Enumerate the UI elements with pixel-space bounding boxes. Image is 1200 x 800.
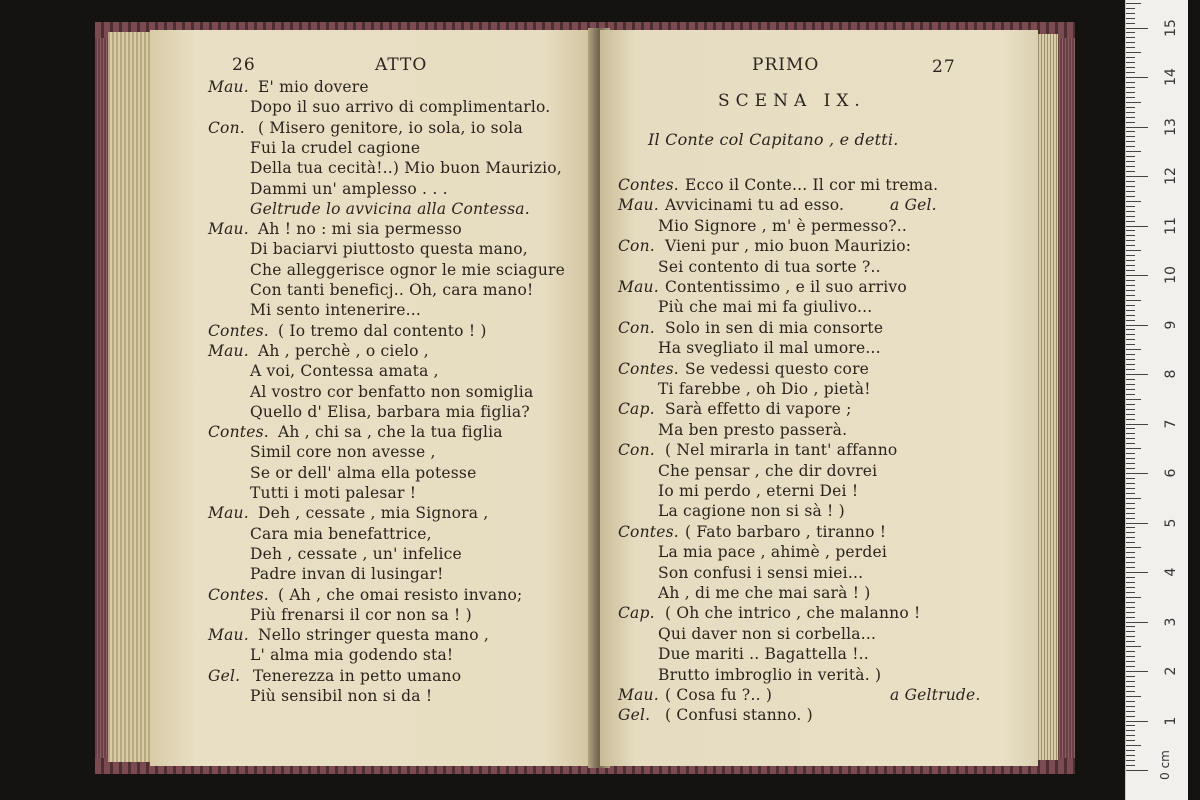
ruler-tick xyxy=(1126,211,1135,212)
ruler-tick xyxy=(1126,755,1135,756)
ruler-tick xyxy=(1126,626,1135,627)
verse-text: Ah , chi sa , che la tua figlia xyxy=(278,423,503,442)
ruler-tick xyxy=(1126,171,1135,172)
verse-text: ( Io tremo dal contento ! ) xyxy=(278,321,487,340)
ruler-tick xyxy=(1126,681,1135,682)
ruler-tick xyxy=(1126,399,1141,400)
ruler-tick xyxy=(1126,97,1135,98)
ruler-tick xyxy=(1126,468,1135,469)
ruler-tick xyxy=(1126,379,1135,380)
ruler-tick xyxy=(1126,285,1135,286)
ruler-number: 8 xyxy=(1163,369,1179,379)
ruler-tick xyxy=(1126,230,1135,231)
verse-text: Ah , perchè , o cielo , xyxy=(258,341,429,360)
ruler-tick xyxy=(1126,127,1148,128)
ruler-tick xyxy=(1126,62,1135,63)
ruler-tick xyxy=(1126,37,1135,38)
ruler-tick xyxy=(1126,305,1135,306)
ruler-tick xyxy=(1126,359,1135,360)
ruler-tick xyxy=(1126,339,1135,340)
ruler-tick xyxy=(1126,696,1141,697)
ruler-tick xyxy=(1126,676,1135,677)
speaker-label: Mau. xyxy=(618,278,659,296)
page-number-right: 27 xyxy=(932,57,956,77)
ruler-tick xyxy=(1126,221,1135,222)
ruler-tick xyxy=(1126,443,1135,444)
ruler-tick xyxy=(1126,631,1135,632)
verse-text: Tenerezza in petto umano xyxy=(253,666,462,685)
verse-text: Son confusi i sensi miei... xyxy=(658,563,864,582)
verse-text: ( Nel mirarla in tant' affanno xyxy=(665,441,898,460)
ruler-number: 4 xyxy=(1163,567,1179,577)
ruler-tick xyxy=(1126,592,1135,593)
speaker-label: Mau. xyxy=(208,220,249,239)
ruler-tick xyxy=(1126,13,1135,14)
ruler-tick xyxy=(1126,151,1141,152)
ruler-number: 11 xyxy=(1163,216,1179,235)
ruler-tick xyxy=(1126,463,1135,464)
verse-text: Dammi un' amplesso . . . xyxy=(250,179,448,198)
ruler-tick xyxy=(1126,716,1135,717)
stage-direction: a Gel. xyxy=(890,196,937,215)
verse-text: Di baciarvi piuttosto questa mano, xyxy=(250,240,528,259)
verse-text: Ecco il Conte... Il cor mi trema. xyxy=(685,176,939,194)
verse-text: Ah ! no : mi sia permesso xyxy=(258,220,462,239)
verse-text: ( Misero genitore, io sola, io sola xyxy=(258,118,523,137)
ruler-tick xyxy=(1126,161,1135,162)
ruler-tick xyxy=(1126,518,1135,519)
speaker-label: Mau. xyxy=(208,341,249,360)
speaker-label: Gel. xyxy=(618,706,651,725)
ruler-tick xyxy=(1126,325,1148,326)
ruler-tick xyxy=(1126,131,1135,132)
ruler-tick xyxy=(1126,701,1135,702)
speaker-label: Mau. xyxy=(208,504,249,523)
ruler-tick xyxy=(1126,146,1135,147)
ruler-tick xyxy=(1126,651,1135,652)
ruler-tick xyxy=(1126,622,1148,623)
ruler-tick xyxy=(1126,542,1135,543)
verse-text: La mia pace , ahimè , perdei xyxy=(658,543,888,562)
speaker-label: Mau. xyxy=(208,626,249,645)
ruler-tick xyxy=(1126,636,1135,637)
ruler-tick xyxy=(1126,280,1135,281)
speaker-label: Mau. xyxy=(618,196,659,215)
ruler-tick xyxy=(1126,740,1135,741)
ruler-tick xyxy=(1126,721,1148,722)
verse-text: Se vedessi questo core xyxy=(685,359,870,378)
verse-text: La cagione non si sà ! ) xyxy=(658,502,845,521)
right-page xyxy=(600,30,1038,766)
verse-text: Padre invan di lusingar! xyxy=(250,565,444,584)
speaker-label: Con. xyxy=(618,441,655,460)
stage-direction: a Geltrude. xyxy=(890,686,981,704)
ruler-tick xyxy=(1126,414,1135,415)
running-header-right: PRIMO xyxy=(752,55,820,75)
ruler-number: 7 xyxy=(1163,419,1179,428)
ruler-tick xyxy=(1126,686,1135,687)
speaker-label: Contes. xyxy=(208,423,269,442)
ruler-tick xyxy=(1126,92,1135,93)
ruler-tick xyxy=(1126,196,1135,197)
ruler-tick xyxy=(1126,329,1135,330)
ruler-tick xyxy=(1126,3,1141,4)
ruler-tick xyxy=(1126,602,1135,603)
scene-title: SCENA IX. xyxy=(718,91,866,111)
ruler-tick xyxy=(1126,691,1135,692)
ruler-tick xyxy=(1126,32,1135,33)
stage-direction: Geltrude lo avvicina alla Contessa. xyxy=(250,199,530,218)
ruler-tick xyxy=(1126,112,1135,113)
ruler-tick xyxy=(1126,8,1135,9)
speaker-label: Con. xyxy=(208,118,245,137)
ruler-tick xyxy=(1126,523,1148,524)
verse-text: Qui daver non si corbella... xyxy=(658,624,877,643)
ruler-tick xyxy=(1126,409,1135,410)
ruler-tick xyxy=(1126,547,1141,548)
ruler-tick xyxy=(1126,453,1135,454)
ruler-tick xyxy=(1126,493,1135,494)
ruler-tick xyxy=(1126,394,1135,395)
ruler-number: 6 xyxy=(1163,468,1179,478)
ruler-tick xyxy=(1126,527,1135,528)
ruler-tick xyxy=(1126,537,1135,538)
ruler-tick xyxy=(1126,770,1148,771)
ruler-tick xyxy=(1126,349,1141,350)
ruler-number: 15 xyxy=(1163,18,1179,37)
speaker-label: Mau. xyxy=(618,686,659,704)
speaker-label: Contes. xyxy=(208,585,269,604)
verse-text: Nello stringer questa mano , xyxy=(258,626,490,645)
verse-text: Solo in sen di mia consorte xyxy=(665,318,884,337)
verse-text: Vieni pur , mio buon Maurizio: xyxy=(665,237,912,256)
ruler-tick xyxy=(1126,67,1135,68)
ruler-tick xyxy=(1126,18,1135,19)
ruler-number: 10 xyxy=(1163,266,1179,284)
verse-text: Deh , cessate , un' infelice xyxy=(250,544,462,563)
ruler-tick xyxy=(1126,52,1141,53)
verse-text: Deh , cessate , mia Signora , xyxy=(258,504,489,523)
page-number-left: 26 xyxy=(232,55,256,75)
ruler-tick xyxy=(1126,364,1135,365)
speaker-label: Con. xyxy=(618,318,655,337)
verse-text: Sei contento di tua sorte ?.. xyxy=(658,257,881,276)
ruler-tick xyxy=(1126,725,1135,726)
ruler-tick xyxy=(1126,295,1135,296)
ruler-tick xyxy=(1126,384,1135,385)
verse-text: A voi, Contessa amata , xyxy=(250,362,439,381)
ruler-tick xyxy=(1126,255,1135,256)
ruler-tick xyxy=(1126,290,1135,291)
ruler-tick xyxy=(1126,28,1148,29)
ruler-tick xyxy=(1126,750,1135,751)
verse-text: Mio Signore , m' è permesso?.. xyxy=(658,216,908,235)
ruler-tick xyxy=(1126,275,1148,276)
ruler-tick xyxy=(1126,513,1135,514)
ruler-tick xyxy=(1126,216,1135,217)
verse-text: E' mio dovere xyxy=(258,78,369,96)
verse-text: Ah , di me che mai sarà ! ) xyxy=(658,584,871,602)
ruler-tick xyxy=(1126,666,1135,667)
verse-text: L' alma mia godendo sta! xyxy=(250,646,454,665)
ruler-tick xyxy=(1126,245,1135,246)
ruler-tick xyxy=(1126,730,1135,731)
ruler-tick xyxy=(1126,582,1135,583)
ruler-tick xyxy=(1126,508,1135,509)
ruler-number: 14 xyxy=(1163,68,1179,86)
ruler-tick xyxy=(1126,532,1135,533)
ruler-tick xyxy=(1126,226,1148,227)
ruler-tick xyxy=(1126,87,1135,88)
ruler-tick xyxy=(1126,389,1135,390)
ruler-tick xyxy=(1126,181,1135,182)
ruler-tick xyxy=(1126,711,1135,712)
ruler-tick xyxy=(1126,250,1141,251)
ruler-tick xyxy=(1126,320,1135,321)
verse-text: Più sensibil non si da ! xyxy=(250,687,433,705)
ruler-tick xyxy=(1126,404,1135,405)
scene-subtitle: Il Conte col Capitano , e detti. xyxy=(648,130,899,149)
verse-text: Che pensar , che dir dovrei xyxy=(658,461,878,480)
ruler-tick xyxy=(1126,72,1135,73)
verse-text: Avvicinami tu ad esso. xyxy=(665,196,845,215)
ruler-tick xyxy=(1126,562,1135,563)
ruler-tick xyxy=(1126,107,1135,108)
measuring-ruler xyxy=(1125,0,1188,800)
verse-text: Ma ben presto passerà. xyxy=(658,420,848,439)
verse-text: Contentissimo , e il suo arrivo xyxy=(665,278,907,296)
verse-text: ( Cosa fu ?.. ) xyxy=(665,686,773,704)
ruler-tick xyxy=(1126,156,1135,157)
ruler-tick xyxy=(1126,433,1135,434)
ruler-tick xyxy=(1126,166,1135,167)
ruler-tick xyxy=(1126,310,1135,311)
ruler-tick xyxy=(1126,656,1135,657)
ruler-tick xyxy=(1126,458,1135,459)
speaker-label: Gel. xyxy=(208,666,241,685)
ruler-tick xyxy=(1126,206,1135,207)
ruler-tick xyxy=(1126,201,1141,202)
ruler-tick xyxy=(1126,745,1141,746)
ruler-tick xyxy=(1126,315,1135,316)
ruler-tick xyxy=(1126,374,1148,375)
verse-text: Simil core non avesse , xyxy=(250,443,436,462)
ruler-tick xyxy=(1126,612,1135,613)
speaker-label: Mau. xyxy=(208,78,249,96)
ruler-tick xyxy=(1126,270,1135,271)
verse-text: Dopo il suo arrivo di complimentarlo. xyxy=(250,98,551,117)
ruler-tick xyxy=(1126,607,1135,608)
ruler-tick xyxy=(1126,265,1135,266)
speaker-label: Contes. xyxy=(618,522,679,541)
ruler-tick xyxy=(1126,706,1135,707)
verse-text: ( Fato barbaro , tiranno ! xyxy=(685,522,887,541)
ruler-tick xyxy=(1126,42,1135,43)
ruler-tick xyxy=(1126,735,1135,736)
verse-text: Due mariti .. Bagattella !.. xyxy=(658,645,869,664)
ruler-tick xyxy=(1126,235,1135,236)
ruler-tick xyxy=(1126,369,1135,370)
ruler-tick xyxy=(1126,503,1135,504)
ruler-tick xyxy=(1126,567,1135,568)
ruler-tick xyxy=(1126,57,1135,58)
ruler-tick xyxy=(1126,186,1135,187)
speaker-label: Contes. xyxy=(618,359,679,378)
ruler-number: 2 xyxy=(1163,666,1179,676)
ruler-tick xyxy=(1126,47,1135,48)
verse-text: ( Confusi stanno. ) xyxy=(665,706,813,725)
verse-text: Della tua cecità!..) Mio buon Maurizio, xyxy=(250,159,562,178)
ruler-tick xyxy=(1126,760,1135,761)
ruler-number: 1 xyxy=(1163,716,1179,725)
ruler-number: 5 xyxy=(1163,518,1179,527)
ruler-tick xyxy=(1126,587,1135,588)
verse-text: Con tanti beneficj.. Oh, cara mano! xyxy=(250,281,534,299)
ruler-tick xyxy=(1126,82,1135,83)
speaker-label: Contes. xyxy=(208,321,269,340)
ruler-tick xyxy=(1126,77,1148,78)
verse-text: Più che mai mi fa giulivo... xyxy=(658,298,873,317)
verse-text: Mi sento intenerire... xyxy=(250,301,421,320)
ruler-tick xyxy=(1126,191,1135,192)
ruler-number: 13 xyxy=(1163,117,1179,136)
ruler-tick xyxy=(1126,344,1135,345)
verse-text: Più frenarsi il cor non sa ! ) xyxy=(250,605,472,624)
verse-text: Tutti i moti palesar ! xyxy=(250,484,417,502)
ruler-tick xyxy=(1126,557,1135,558)
ruler-tick xyxy=(1126,424,1148,425)
ruler-tick xyxy=(1126,572,1148,573)
ruler-tick xyxy=(1126,498,1141,499)
ruler-tick xyxy=(1126,597,1141,598)
verse-text: Ti farebbe , oh Dio , pietà! xyxy=(658,380,871,398)
running-header-left: ATTO xyxy=(375,55,428,75)
verse-text: Sarà effetto di vapore ; xyxy=(665,400,852,419)
verse-text: ( Ah , che omai resisto invano; xyxy=(278,585,523,604)
ruler-tick xyxy=(1126,334,1135,335)
speaker-label: Cap. xyxy=(618,604,655,623)
ruler-tick xyxy=(1126,23,1135,24)
ruler-tick xyxy=(1126,354,1135,355)
verse-text: ( Oh che intrico , che malanno ! xyxy=(665,604,921,623)
ruler-tick xyxy=(1126,473,1148,474)
ruler-tick xyxy=(1126,661,1135,662)
verse-text: Al vostro cor benfatto non somiglia xyxy=(250,382,534,401)
left-page xyxy=(150,30,597,766)
verse-text: Cara mia benefattrice, xyxy=(250,524,432,543)
ruler-tick xyxy=(1126,617,1135,618)
ruler-tick xyxy=(1126,176,1148,177)
speaker-label: Cap. xyxy=(618,400,655,419)
ruler-tick xyxy=(1126,419,1135,420)
verse-text: Io mi perdo , eterni Dei ! xyxy=(658,482,859,500)
ruler-tick xyxy=(1126,438,1135,439)
ruler-tick xyxy=(1126,478,1135,479)
ruler-tick xyxy=(1126,260,1135,261)
ruler-tick xyxy=(1126,117,1135,118)
speaker-label: Contes. xyxy=(618,176,679,194)
verse-text: Se or dell' alma ella potesse xyxy=(250,463,477,482)
ruler-tick xyxy=(1126,428,1135,429)
ruler-tick xyxy=(1126,646,1141,647)
ruler-tick xyxy=(1126,122,1135,123)
verse-text: Brutto imbroglio in verità. ) xyxy=(658,665,882,684)
ruler-unit-label: 0 cm xyxy=(1157,750,1172,780)
ruler-tick xyxy=(1126,641,1135,642)
ruler-tick xyxy=(1126,136,1135,137)
ruler-tick xyxy=(1126,765,1135,766)
ruler-tick xyxy=(1126,141,1135,142)
verse-text: Fui la crudel cagione xyxy=(250,138,421,157)
ruler-number: 9 xyxy=(1163,320,1179,329)
ruler-tick xyxy=(1126,448,1141,449)
ruler-number: 3 xyxy=(1163,617,1179,626)
ruler-number: 12 xyxy=(1163,167,1179,185)
ruler-tick xyxy=(1126,102,1141,103)
verse-text: Che alleggerisce ognor le mie sciagure xyxy=(250,260,566,279)
ruler-tick xyxy=(1126,671,1148,672)
verse-text: Ha svegliato il mal umore... xyxy=(658,339,881,358)
verse-text: Quello d' Elisa, barbara mia figlia? xyxy=(250,402,530,421)
speaker-label: Con. xyxy=(618,237,655,256)
ruler-tick xyxy=(1126,577,1135,578)
ruler-tick xyxy=(1126,240,1135,241)
ruler-tick xyxy=(1126,552,1135,553)
ruler-tick xyxy=(1126,488,1135,489)
ruler-tick xyxy=(1126,483,1135,484)
ruler-tick xyxy=(1126,300,1141,301)
